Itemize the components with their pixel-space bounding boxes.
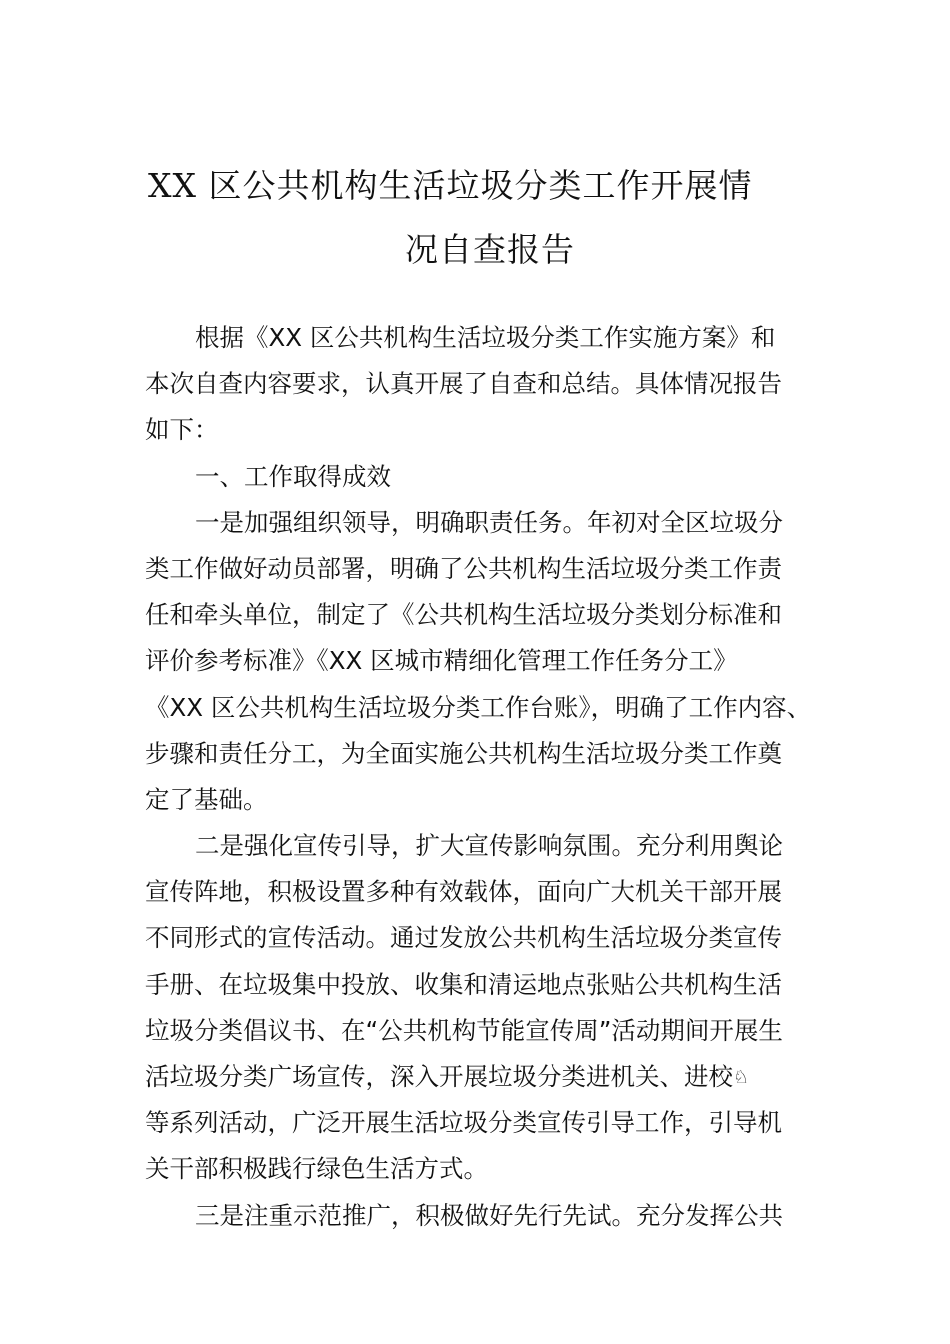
text-line-content: 如下： <box>145 415 219 445</box>
document-title-line-2: 况自查报告 <box>405 230 575 269</box>
text-line-content: 本次自查内容要求，认真开展了自查和总结。具体情况报告 <box>145 369 782 399</box>
text-line-content: 根据《XX 区公共机构生活垃圾分类工作实施方案》和 <box>195 323 776 352</box>
text-line-content: 关干部积极践行绿色生活方式。 <box>145 1154 488 1184</box>
text-line <box>145 1149 825 1195</box>
text-line-content: 手册、在垃圾集中投放、收集和清运地点张贴公共机构生活 <box>145 969 782 999</box>
text-line <box>145 457 825 503</box>
text-line-content: 一是加强组织领导，明确职责任务。年初对全区垃圾分 <box>195 507 783 537</box>
text-line <box>145 641 825 687</box>
text-line <box>145 549 825 595</box>
text-line <box>145 734 825 780</box>
text-line <box>145 1103 825 1149</box>
text-line <box>145 364 825 410</box>
text-line <box>145 1057 825 1103</box>
stray-glyph: ♘ <box>733 1067 750 1088</box>
text-line-content: 《XX 区公共机构生活垃圾分类工作台账》，明确了工作内容、 <box>145 692 812 722</box>
text-line-content: 不同形式的宣传活动。通过发放公共机构生活垃圾分类宣传 <box>145 923 782 953</box>
text-line <box>145 780 825 826</box>
text-line-content: 类工作做好动员部署，明确了公共机构生活垃圾分类工作责 <box>145 553 782 583</box>
text-line <box>145 318 825 364</box>
text-line <box>145 965 825 1011</box>
text-line <box>145 503 825 549</box>
text-line-content: 步骤和责任分工，为全面实施公共机构生活垃圾分类工作奠 <box>145 738 782 768</box>
text-line <box>145 1196 825 1242</box>
text-line-content: 评价参考标准》《XX 区城市精细化管理工作任务分工》 <box>145 646 738 676</box>
document-title-line-1: XX 区公共机构生活垃圾分类工作开展情 <box>148 166 753 205</box>
text-line <box>145 872 825 918</box>
text-line-content: 宣传阵地，积极设置多种有效载体，面向广大机关干部开展 <box>145 877 782 907</box>
text-line <box>145 410 825 456</box>
text-line-content: 三是注重示范推广，积极做好先行先试。充分发挥公共 <box>195 1200 783 1230</box>
text-line <box>145 1011 825 1057</box>
text-line-content: 垃圾分类倡议书、在“公共机构节能宣传周”活动期间开展生 <box>145 1015 783 1045</box>
text-line-content: 任和牵头单位，制定了《公共机构生活垃圾分类划分标准和 <box>145 600 782 630</box>
text-line <box>145 595 825 641</box>
text-line-content: 活垃圾分类广场宣传，深入开展垃圾分类进机关、进校 <box>145 1062 733 1091</box>
text-line <box>145 918 825 964</box>
text-line-content: 定了基础。 <box>145 784 268 814</box>
text-line <box>145 688 825 734</box>
document-body <box>145 318 825 1242</box>
text-line-content: 二是强化宣传引导，扩大宣传影响氛围。充分利用舆论 <box>195 831 783 861</box>
text-line-content: 一、工作取得成效 <box>195 461 391 491</box>
text-line-content: 等系列活动，广泛开展生活垃圾分类宣传引导工作，引导机 <box>145 1108 782 1138</box>
text-line <box>145 826 825 872</box>
